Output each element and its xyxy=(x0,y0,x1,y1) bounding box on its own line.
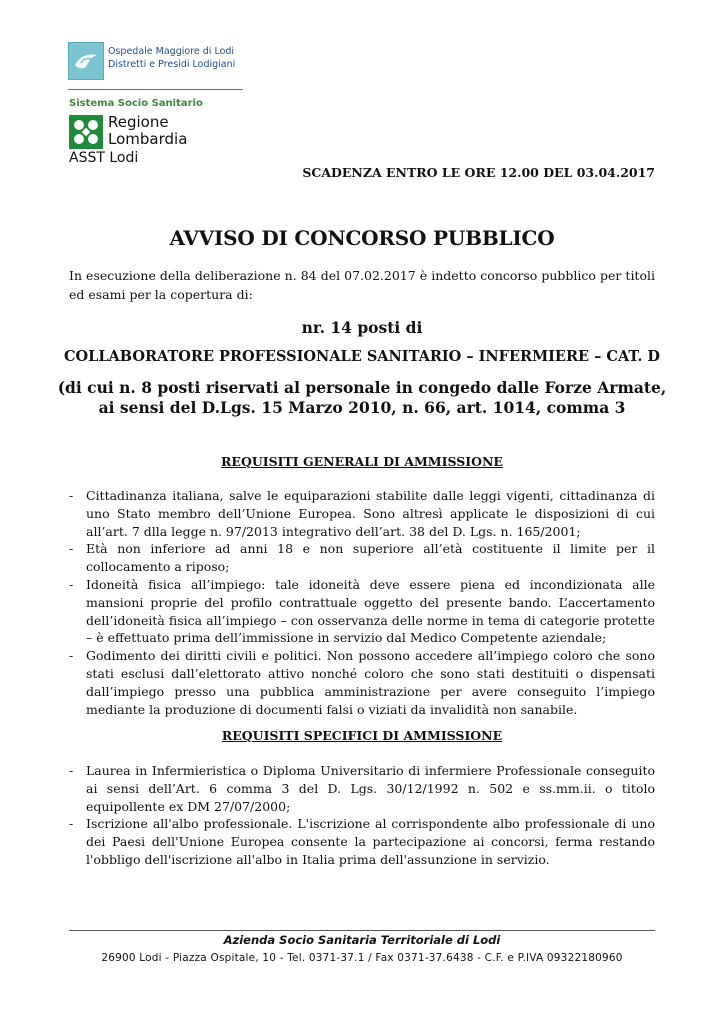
footer-organization: Azienda Socio Sanitaria Territoriale di Lodi xyxy=(223,933,501,947)
list-item: - Età non inferiore ad anni 18 e non superiore all’età costituente il limite per il collocamento a riposo; xyxy=(69,540,655,576)
list-item: - Godimento dei diritti civili e politici. Non possono accedere all’impiego coloro che sono stati esclusi dall’elettorato attivo nonché coloro che sono stati destituiti o dispensati dall’impiego presso una pubblica amministrazione per avere conseguito l’impiego mediante la produzione di documenti falsi o viziati da invalidità non sanabile. xyxy=(69,647,655,718)
hospital-name-line2: Distretti e Presidi Lodigiani xyxy=(108,59,236,70)
page-title: AVVISO DI CONCORSO PUBBLICO xyxy=(169,226,555,250)
role-title: COLLABORATORE PROFESSIONALE SANITARIO – INFERMIERE – CAT. D xyxy=(64,348,660,365)
hospital-logo xyxy=(68,42,243,82)
reserved-posts-note xyxy=(0,378,724,418)
list-item: - Idoneità fisica all’impiego: tale idoneità deve essere piena ed incondizionata alle mansioni proprie del profilo contrattuale oggetto del presente bando. L’accertamento dell’idoneità fisica all’impiego – con osservanza delle norme in tema di categorie protette – è effettuato prima dell’immissione in servizio dal Medico Competente aziendale; xyxy=(69,576,655,647)
posts-count: nr. 14 posti di xyxy=(301,318,423,337)
hospital-name-line1: Ospedale Maggiore di Lodi xyxy=(108,46,235,57)
region-name-line1: Regione xyxy=(108,113,169,131)
list-item: - Iscrizione all'albo professionale. L'iscrizione al corrispondente albo professionale di uno dei Paesi dell'Unione Europea consente la partecipazione ai concorsi, ferma restando l'obbligo dell'iscrizione all'albo in Italia prima dell'assunzione in servizio. xyxy=(69,815,655,868)
hospital-name xyxy=(108,45,235,71)
regione-lombardia-logo-icon xyxy=(69,115,103,149)
dove-logo-icon xyxy=(68,42,104,80)
intro-paragraph: In esecuzione della deliberazione n. 84 del 07.02.2017 è indetto concorso pubblico per titoli ed esami per la copertura di: xyxy=(69,268,655,302)
header-divider xyxy=(68,89,243,90)
footer-address: 26900 Lodi - Piazza Ospitale, 10 - Tel. 0371-37.1 / Fax 0371-37.6438 - C.F. e P.IVA 09322180960 xyxy=(101,952,623,964)
reserved-line2: ai sensi del D.Lgs. 15 Marzo 2010, n. 66, art. 1014, comma 3 xyxy=(98,398,626,417)
region-name xyxy=(108,114,187,148)
general-requirements-list xyxy=(69,487,655,718)
region-name-line2: Lombardia xyxy=(108,130,188,148)
asst-label: ASST Lodi xyxy=(69,150,139,166)
list-item: - Cittadinanza italiana, salve le equiparazioni stabilite dalle leggi vigenti, cittadinanza di uno Stato membro dell’Unione Europea. Sono altresì applicate le disposizioni di cui all’art. 7 dlla legge n. 97/2013 integrativo dell’art. 38 del D. Lgs. n. 165/2001; xyxy=(69,487,655,540)
specific-requirements-heading: REQUISITI SPECIFICI DI AMMISSIONE xyxy=(221,728,503,743)
list-item: - Laurea in Infermieristica o Diploma Universitario di infermiere Professionale conseguito ai sensi dell’Art. 6 comma 3 del D. Lgs. 30/12/1992 n. 502 e ss.mm.ii. o titolo equipollente ex DM 27/07/2000; xyxy=(69,762,655,815)
system-label: Sistema Socio Sanitario xyxy=(69,98,203,109)
deadline: SCADENZA ENTRO LE ORE 12.00 DEL 03.04.2017 xyxy=(302,165,655,180)
specific-requirements-list xyxy=(69,762,655,869)
footer-divider xyxy=(69,930,655,931)
reserved-line1: (di cui n. 8 posti riservati al personale in congedo dalle Forze Armate, xyxy=(57,378,667,397)
general-requirements-heading: REQUISITI GENERALI DI AMMISSIONE xyxy=(221,454,503,469)
